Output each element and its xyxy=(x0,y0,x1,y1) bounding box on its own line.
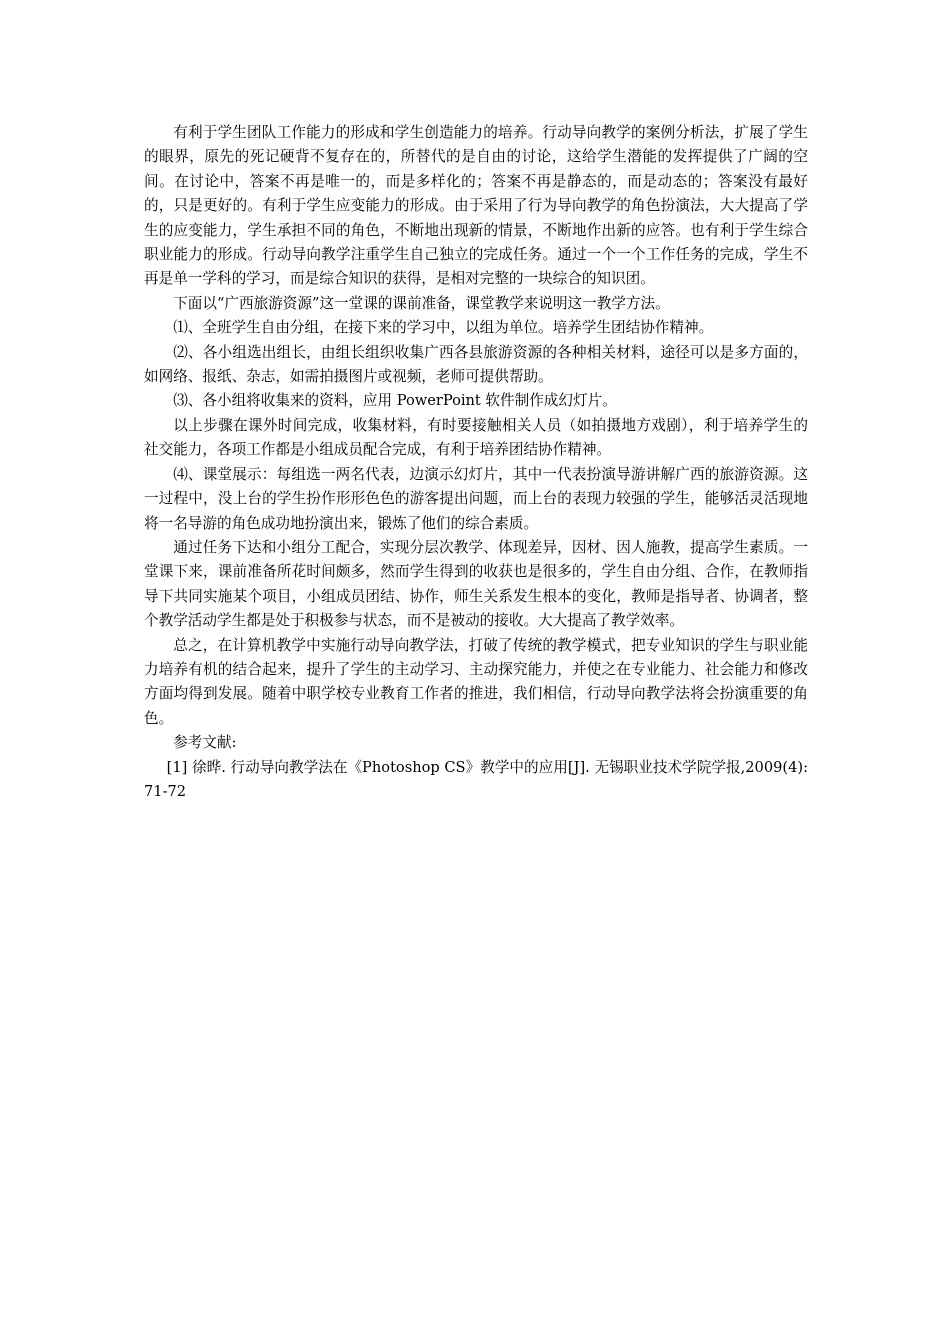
paragraph-step-3: ⑶、各小组将收集来的资料，应用 PowerPoint 软件制作成幻灯片。 xyxy=(173,392,617,410)
references-heading: 参考文献: xyxy=(173,734,237,752)
paragraph-step-4: ⑷、课堂展示：每组选一两名代表，边演示幻灯片，其中一代表扮演导游讲解广西的旅游资源。这一过程中，没上台的学生扮作形形色色的游客提出问题，而上台的表现力较强的学生，能够活灵活现地将一名导游的角色成功地扮演出来，锻炼了他们的综合素质。 xyxy=(144,465,808,532)
paragraph-team-ability: 有利于学生团队工作能力的形成和学生创造能力的培养。行动导向教学的案例分析法，扩展了学生的眼界，原先的死记硬背不复存在的，所替代的是自由的讨论，这给学生潜能的发挥提供了广阔的空间。在讨论中，答案不再是唯一的，而是多样化的；答案不再是静态的，而是动态的；答案没有最好的，只是更好的。有利于学生应变能力的形成。由于采用了行为导向教学的角色扮演法，大大提高了学生的应变能力，学生承担不同的角色，不断地出现新的情景，不断地作出新的应答。也有利于学生综合职业能力的形成。行动导向教学注重学生自己独立的完成任务。通过一个一个工作任务的完成，学生不再是单一学科的学习，而是综合知识的获得，是相对完整的一块综合的知识团。 xyxy=(144,124,808,288)
paragraph-conclusion: 总之，在计算机教学中实施行动导向教学法，打破了传统的教学模式，把专业知识的学生与职业能力培养有机的结合起来，提升了学生的主动学习、主动探究能力，并使之在专业能力、社会能力和修改方面均得到发展。随着中职学校专业教育工作者的推进，我们相信，行动导向教学法将会扮演重要的角色。 xyxy=(144,636,808,727)
paragraph-example-intro: 下面以“广西旅游资源”这一堂课的课前准备，课堂教学来说明这一教学方法。 xyxy=(173,294,670,312)
reference-item-1: [1] 徐晔. 行动导向教学法在《Photoshop CS》教学中的应用[J]. 无锡职业技术学院学报,2009(4):71-72 xyxy=(144,758,808,800)
document-body xyxy=(144,121,808,804)
paragraph-step-1: ⑴、全班学生自由分组，在接下来的学习中，以组为单位。培养学生团结协作精神。 xyxy=(173,319,714,337)
paragraph-task-summary: 通过任务下达和小组分工配合，实现分层次教学、体现差异，因材、因人施教，提高学生素质。一堂课下来，课前准备所花时间颇多，然而学生得到的收获也是很多的，学生自由分组、合作，在教师指导下共同实施某个项目，小组成员团结、协作，师生关系发生根本的变化，教师是指导者、协调者，整个教学活动学生都是处于积极参与状态，而不是被动的接收。大大提高了教学效率。 xyxy=(144,538,808,630)
paragraph-steps-outside-class: 以上步骤在课外时间完成，收集材料，有时要接触相关人员（如拍摄地方戏剧），利于培养学生的社交能力，各项工作都是小组成员配合完成，有利于培养团结协作精神。 xyxy=(144,416,808,459)
paragraph-step-2: ⑵、各小组选出组长，由组长组织收集广西各县旅游资源的各种相关材料，途径可以是多方面的，如网络、报纸、杂志，如需拍摄图片或视频，老师可提供帮助。 xyxy=(144,343,808,386)
